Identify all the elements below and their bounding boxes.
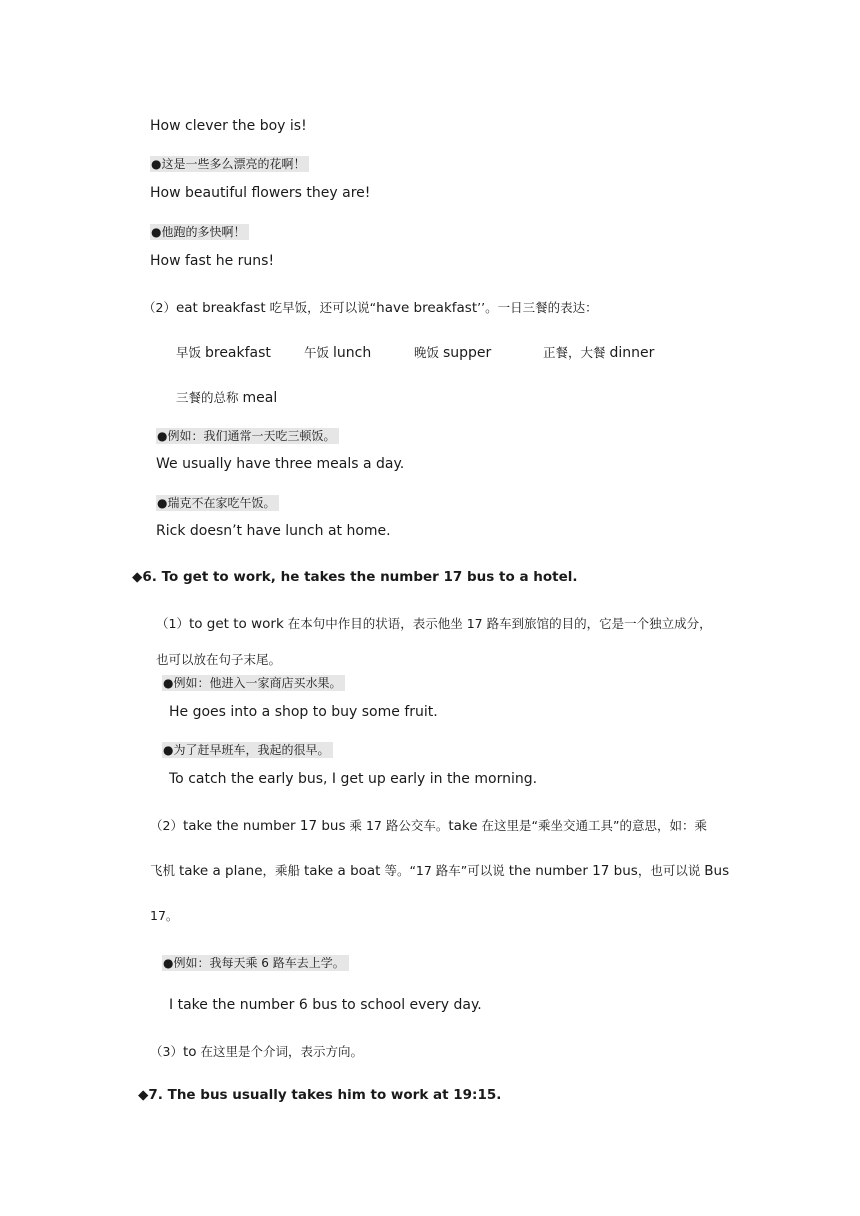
example-sentence: To catch the early bus, I get up early in the morning. (169, 771, 538, 787)
example-sentence: Rick doesn’t have lunch at home. (156, 523, 391, 539)
example-label (162, 952, 349, 971)
phrase: have breakfast (376, 300, 478, 316)
example-sentence: How fast he runs! (150, 253, 275, 269)
meal-dinner (543, 343, 654, 361)
note-text: 吃早饭，还可以说“ (265, 300, 377, 315)
phrase: take a plane (178, 863, 263, 879)
meal-en: lunch (332, 345, 372, 361)
meal-lunch (304, 343, 371, 361)
section-heading-6: ◆6. To get to work, he takes the number 17 bus to a hotel. (132, 569, 578, 585)
phrase: take the number 17 bus (182, 818, 346, 834)
example-label (162, 672, 345, 691)
phrase: take (448, 818, 478, 834)
note-text: 在本句中作目的状语，表示他坐 17 路车到旅馆的目的，它是一个独立成分， (283, 616, 712, 631)
phrase: the number 17 bus (508, 863, 638, 879)
note-text-continued: 17。 (150, 908, 179, 923)
note-text: 在这里是个介词，表示方向。 (196, 1044, 363, 1059)
example-sentence: We usually have three meals a day. (156, 456, 405, 472)
highlighted-example: ●例如：我们通常一天吃三顿饭。 (156, 428, 339, 444)
example-label (156, 492, 279, 511)
note-number: （1） (156, 616, 189, 631)
note-text: ，乘船 (262, 863, 304, 878)
highlighted-example: ●为了赶早班车，我起的很早。 (162, 742, 333, 758)
note-text: 飞机 (150, 863, 179, 878)
phrase: to get to work (188, 616, 284, 632)
highlighted-example: ●他跑的多快啊！ (150, 224, 249, 240)
note-text: 乘 17 路公交车。 (345, 818, 449, 833)
example-label (156, 425, 339, 444)
highlighted-example: ●这是一些多么漂亮的花啊！ (150, 156, 309, 172)
note-paragraph-6-2 (150, 816, 707, 834)
note-number: （3） (150, 1044, 183, 1059)
meal-supper (414, 343, 491, 361)
meal-general (176, 388, 277, 406)
meal-zh: 早饭 (176, 345, 205, 360)
note-paragraph-6-2-cont (150, 861, 729, 879)
note-paragraph-6-3 (150, 1042, 363, 1060)
meal-zh: 午饭 (304, 345, 333, 360)
highlighted-example: ●瑞克不在家吃午饭。 (156, 495, 279, 511)
note-number: （2） (143, 300, 176, 315)
meal-zh: 晚饭 (414, 345, 443, 360)
example-label (150, 153, 309, 172)
note-text: 在这里是“乘坐交通工具”的意思，如：乘 (477, 818, 707, 833)
highlighted-example: ●例如：我每天乘 6 路车去上学。 (162, 955, 349, 971)
example-sentence: He goes into a shop to buy some fruit. (169, 704, 438, 720)
meal-en: meal (242, 390, 278, 406)
section-heading-7: ◆7. The bus usually takes him to work at 19:15. (138, 1087, 502, 1103)
phrase: take a boat (304, 863, 381, 879)
note-paragraph-6-1 (156, 614, 712, 632)
note-text: ，也可以说 (637, 863, 705, 878)
meal-zh: 三餐的总称 (176, 390, 243, 405)
phrase: Bus (704, 863, 730, 879)
meal-en: supper (442, 345, 492, 361)
meal-en: dinner (609, 345, 655, 361)
example-label (162, 739, 333, 758)
phrase: to (182, 1044, 197, 1060)
example-label (150, 221, 249, 240)
note-text-continued: 也可以放在句子末尾。 (156, 652, 282, 667)
meal-zh: 正餐，大餐 (543, 345, 610, 360)
example-sentence: How clever the boy is! (150, 118, 307, 134)
note-text: ’’。一日三餐的表达： (477, 300, 598, 315)
highlighted-example: ●例如：他进入一家商店买水果。 (162, 675, 345, 691)
example-sentence: I take the number 6 bus to school every day. (169, 997, 482, 1013)
note-paragraph-2 (143, 298, 598, 316)
meal-en: breakfast (204, 345, 271, 361)
phrase: eat breakfast (175, 300, 266, 316)
note-number: （2） (150, 818, 183, 833)
example-sentence: How beautiful flowers they are! (150, 185, 371, 201)
meal-breakfast (176, 343, 271, 361)
note-text: 等。“17 路车”可以说 (380, 863, 509, 878)
